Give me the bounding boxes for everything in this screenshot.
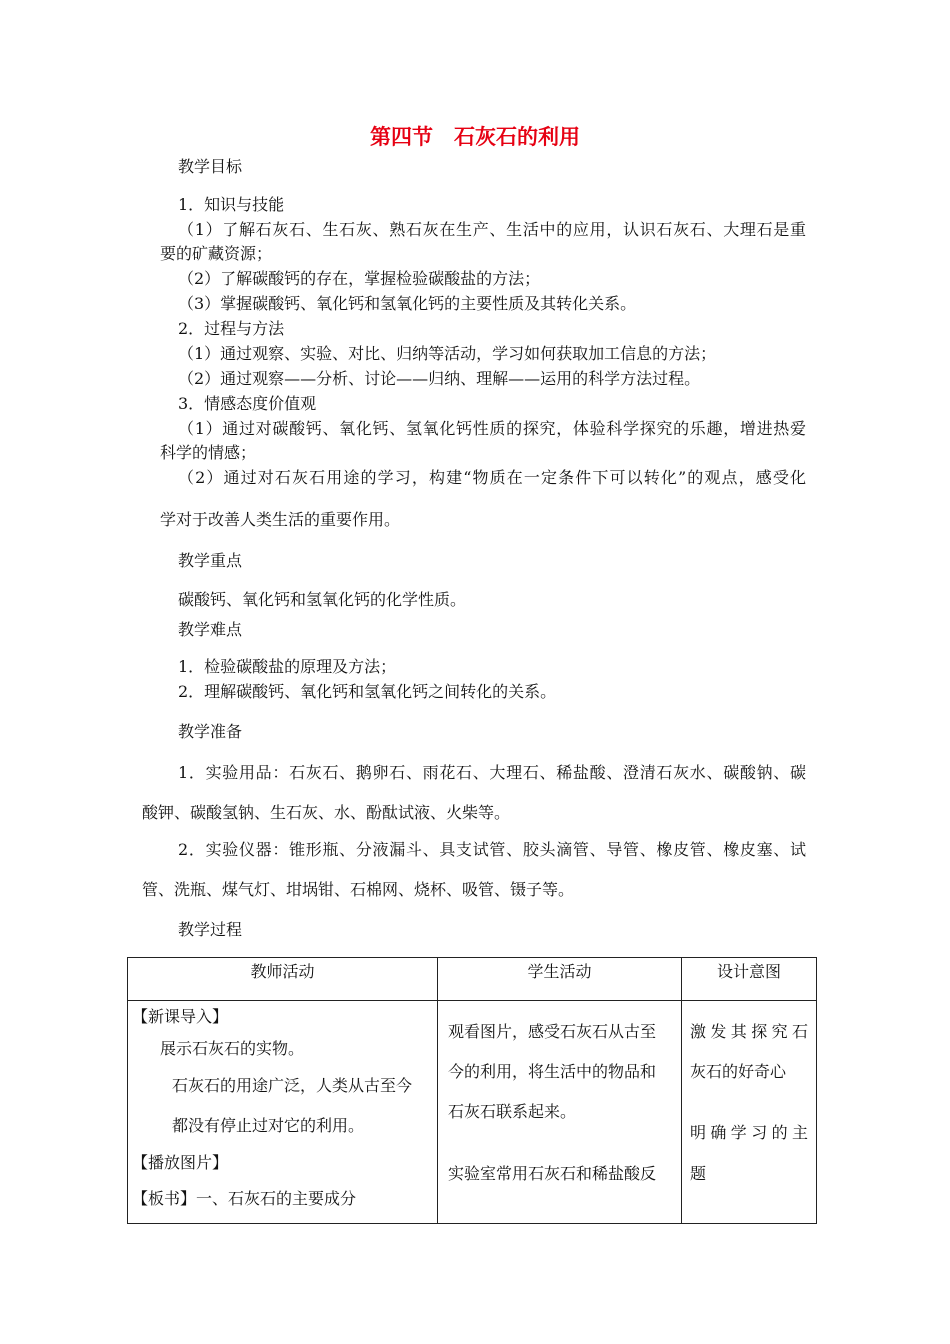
table-header-row <box>128 958 817 1001</box>
preparation-item-2-line-1: 2．实验仪器：锥形瓶、分液漏斗、具支试管、胶头滴管、导管、橡皮管、橡皮塞、试 <box>178 840 806 859</box>
attitude-heading: 3．情感态度价值观 <box>178 394 317 413</box>
preparation-item-2-line-2: 管、洗瓶、煤气灯、坩埚钳、石棉网、烧杯、吸管、镊子等。 <box>142 880 575 899</box>
student-line-2: 今的利用，将生活中的物品和 <box>448 1062 657 1081</box>
student-activity-cell <box>438 1001 682 1224</box>
design-line-4: 题 <box>690 1164 707 1183</box>
teacher-line-1: 【新课导入】 <box>132 1007 229 1026</box>
process-heading: 2．过程与方法 <box>178 319 285 338</box>
teacher-line-6: 【板书】一、石灰石的主要成分 <box>132 1189 357 1208</box>
knowledge-item-1-line-1: （1）了解石灰石、生石灰、熟石灰在生产、生活中的应用，认识石灰石、大理石是重 <box>178 220 806 239</box>
attitude-item-1-line-1: （1）通过对碳酸钙、氧化钙、氢氧化钙性质的探究，体验科学探究的乐趣，增进热爱 <box>178 419 806 438</box>
student-line-3: 石灰石联系起来。 <box>448 1102 577 1121</box>
attitude-item-2-line-1: （2）通过对石灰石用途的学习，构建“物质在一定条件下可以转化”的观点，感受化 <box>178 468 806 487</box>
goals-heading: 教学目标 <box>178 157 243 176</box>
design-line-3: 明确学习的主 <box>690 1123 808 1142</box>
preparation-heading: 教学准备 <box>178 722 243 741</box>
knowledge-item-1-line-2: 要的矿藏资源； <box>160 244 273 263</box>
process-section-heading: 教学过程 <box>178 920 243 939</box>
preparation-item-1-line-1: 1．实验用品：石灰石、鹅卵石、雨花石、大理石、稀盐酸、澄清石灰水、碳酸钠、碳 <box>178 763 806 782</box>
attitude-item-2-line-2: 学对于改善人类生活的重要作用。 <box>160 510 401 529</box>
design-line-2: 灰石的好奇心 <box>690 1062 787 1081</box>
preparation-item-1-line-2: 酸钾、碳酸氢钠、生石灰、水、酚酞试液、火柴等。 <box>142 803 511 822</box>
difficulty-item-2: 2．理解碳酸钙、氧化钙和氢氧化钙之间转化的关系。 <box>178 682 557 701</box>
header-teacher-activity: 教师活动 <box>128 958 438 1001</box>
teacher-activity-cell <box>128 1001 438 1224</box>
process-item-2: （2）通过观察——分析、讨论——归纳、理解——运用的科学方法过程。 <box>178 369 701 388</box>
design-intent-cell <box>682 1001 817 1224</box>
knowledge-item-3: （3）掌握碳酸钙、氧化钙和氢氧化钙的主要性质及其转化关系。 <box>178 294 637 313</box>
page-title: 第四节 石灰石的利用 <box>370 124 580 149</box>
key-points-text: 碳酸钙、氧化钙和氢氧化钙的化学性质。 <box>178 590 467 609</box>
design-line-1: 激发其探究石 <box>690 1022 808 1041</box>
teacher-line-5: 【播放图片】 <box>132 1153 229 1172</box>
table-row <box>128 1001 817 1224</box>
student-line-1: 观看图片，感受石灰石从古至 <box>448 1022 657 1041</box>
process-item-1: （1）通过观察、实验、对比、归纳等活动，学习如何获取加工信息的方法； <box>178 344 717 363</box>
teacher-line-4: 都没有停止过对它的利用。 <box>172 1116 365 1135</box>
header-design-intent: 设计意图 <box>682 958 817 1001</box>
teaching-process-table <box>127 957 817 1224</box>
student-line-4: 实验室常用石灰石和稀盐酸反 <box>448 1164 657 1183</box>
difficulty-item-1: 1．检验碳酸盐的原理及方法； <box>178 657 397 676</box>
attitude-item-1-line-2: 科学的情感； <box>160 443 257 462</box>
teacher-line-3: 石灰石的用途广泛，人类从古至今 <box>172 1076 413 1095</box>
teacher-line-2: 展示石灰石的实物。 <box>160 1039 305 1058</box>
difficulties-heading: 教学难点 <box>178 620 243 639</box>
header-student-activity: 学生活动 <box>438 958 682 1001</box>
knowledge-item-2: （2）了解碳酸钙的存在，掌握检验碳酸盐的方法； <box>178 269 541 288</box>
key-points-heading: 教学重点 <box>178 551 243 570</box>
knowledge-heading: 1．知识与技能 <box>178 195 285 214</box>
